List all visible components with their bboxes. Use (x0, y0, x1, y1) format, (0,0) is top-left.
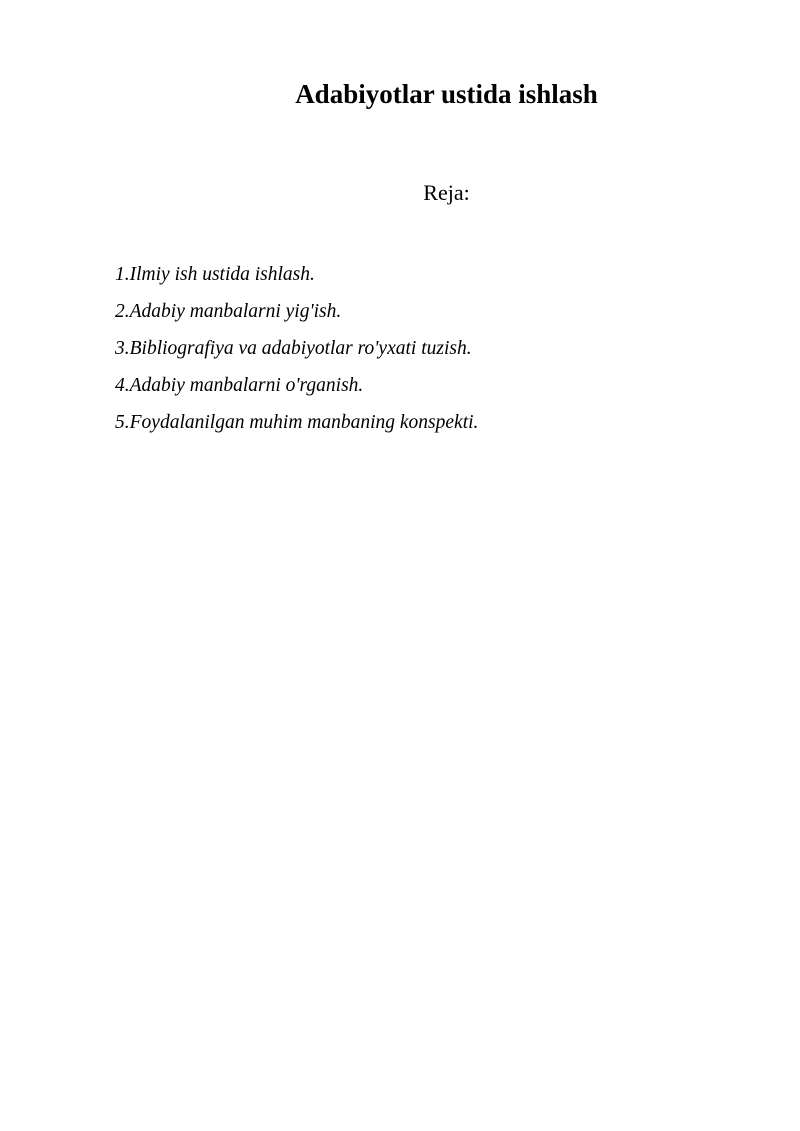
plan-item-5: 5.Foydalanilgan muhim manbaning konspekti. (115, 412, 479, 433)
plan-item-2: 2.Adabiy manbalarni yig'ish. (115, 301, 342, 322)
plan-item-4: 4.Adabiy manbalarni o'rganish. (115, 375, 364, 396)
document-title: Adabiyotlar ustida ishlash (295, 79, 598, 109)
plan-item-1: 1.Ilmiy ish ustida ishlash. (115, 264, 315, 285)
plan-heading: Reja: (423, 180, 470, 205)
plan-list (115, 256, 478, 441)
plan-item-3: 3.Bibliografiya va adabiyotlar ro'yxati tuzish. (115, 338, 472, 359)
